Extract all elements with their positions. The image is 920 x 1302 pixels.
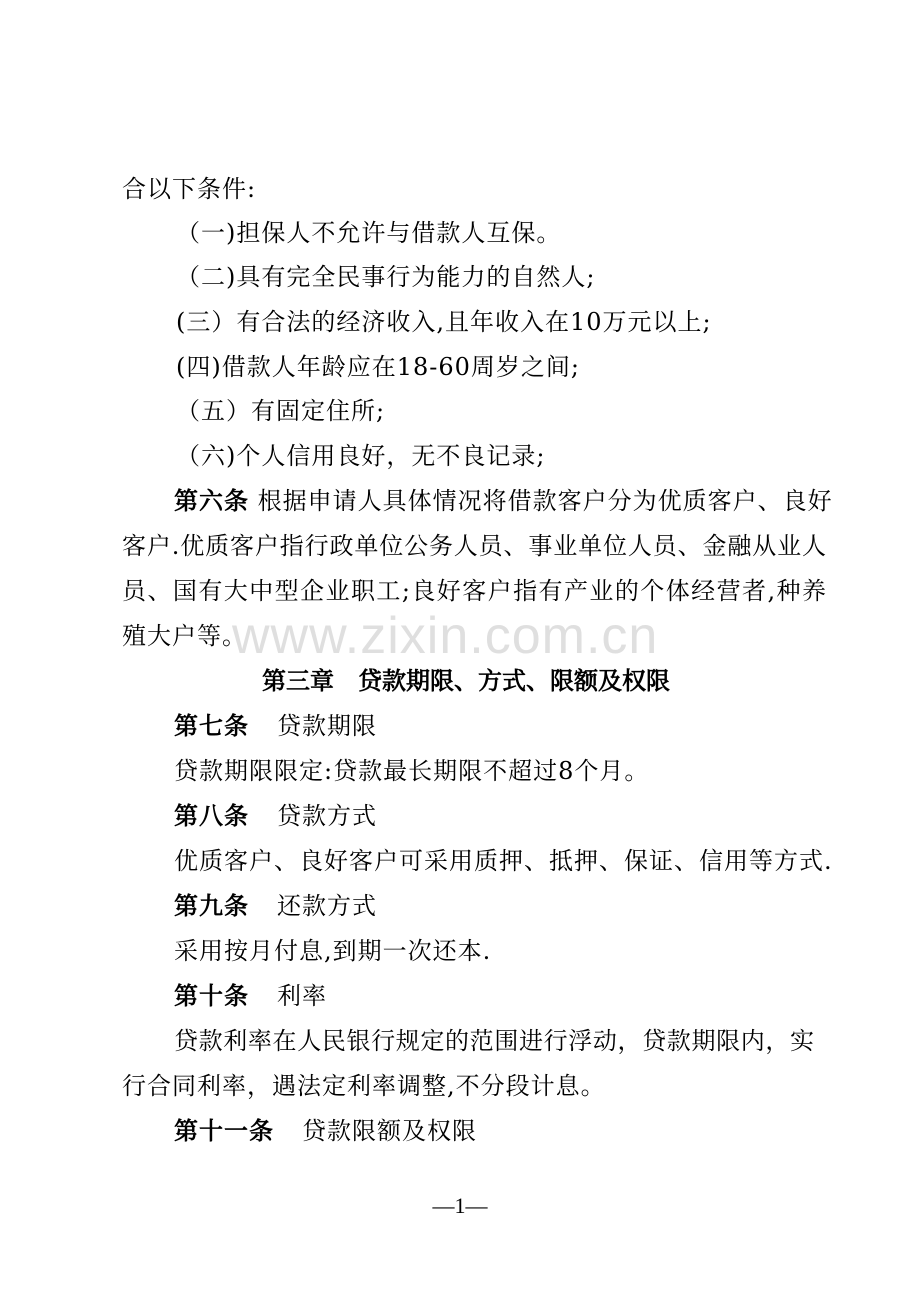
- article-8-text: 优质客户、良好客户可采用质押、抵押、保证、信用等方式.: [174, 847, 833, 875]
- article-8-heading: [174, 801, 377, 831]
- condition-6: （六)个人信用良好，无不良记录;: [176, 442, 546, 470]
- article-10-text-2: 行合同利率，遇法定利率调整,不分段计息。: [122, 1072, 606, 1100]
- condition-1: （一)担保人不允许与借款人互保。: [176, 219, 562, 247]
- article-9-text: 采用按月付息,到期一次还本.: [174, 937, 492, 965]
- article-7-heading: [174, 711, 377, 741]
- page-number: —1—: [432, 1193, 488, 1218]
- chapter-heading: 第三章 贷款期限、方式、限额及权限: [262, 667, 670, 695]
- article-9-label: 第九条: [174, 891, 249, 920]
- article-7-label: 第七条: [174, 711, 249, 740]
- condition-4: (四)借款人年龄应在18-60周岁之间;: [176, 353, 580, 381]
- article-10-title: 利率: [277, 982, 327, 1010]
- article-9-title: 还款方式: [277, 892, 377, 920]
- article-7-text: 贷款期限限定:贷款最长期限不超过8个月。: [174, 757, 650, 785]
- article-11-title: 贷款限额及权限: [302, 1117, 477, 1145]
- article-10-label: 第十条: [174, 981, 249, 1010]
- condition-5: （五）有固定住所;: [176, 397, 386, 425]
- article-11-heading: [174, 1116, 477, 1146]
- article-7-title: 贷款期限: [277, 712, 377, 740]
- article-11-label: 第十一条: [174, 1116, 274, 1145]
- article-8-title: 贷款方式: [277, 802, 377, 830]
- article-6-label: 第六条: [174, 486, 249, 515]
- text-line-1: 合以下条件:: [122, 175, 257, 203]
- article-6-text-1: 根据申请人具体情况将借款客户分为优质客户、良好: [257, 487, 833, 515]
- article-8-label: 第八条: [174, 801, 249, 830]
- article-6-line-2: 客户.优质客户指行政单位公务人员、事业单位人员、金融从业人: [122, 532, 826, 560]
- condition-3: (三）有合法的经济收入,且年收入在10万元以上;: [176, 308, 712, 336]
- article-10-heading: [174, 981, 327, 1011]
- article-6-line-1: [174, 486, 833, 516]
- article-6-line-4: 殖大户等。: [122, 622, 247, 650]
- article-6-line-3: 员、国有大中型企业职工;良好客户指有产业的个体经营者,种养: [122, 577, 826, 605]
- site-watermark: www.zixin.com.cn: [232, 607, 659, 665]
- article-9-heading: [174, 891, 377, 921]
- article-10-text-1: 贷款利率在人民银行规定的范围进行浮动，贷款期限内，实: [174, 1027, 814, 1055]
- condition-2: （二)具有完全民事行为能力的自然人;: [176, 263, 596, 291]
